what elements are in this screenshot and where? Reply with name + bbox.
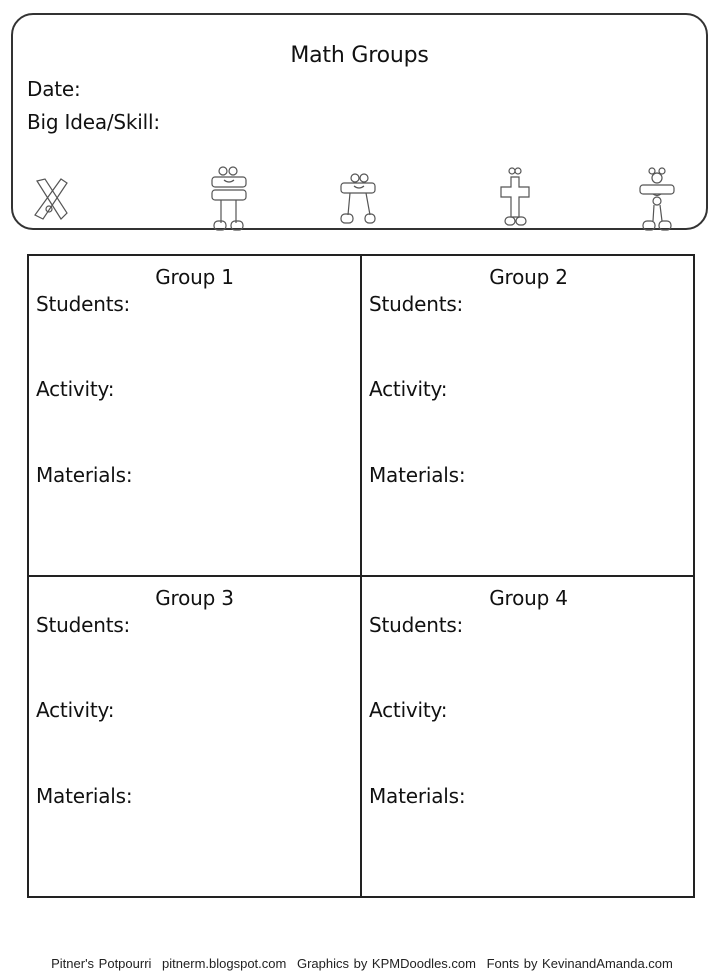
date-label: Date: xyxy=(27,77,81,101)
groups-grid xyxy=(27,254,695,898)
materials-label: Materials: xyxy=(36,463,133,487)
activity-label: Activity: xyxy=(36,377,115,401)
footer-graphics-credit: Graphics by KPMDoodles.com xyxy=(296,956,476,971)
page-title: Math Groups xyxy=(290,43,429,68)
group-title: Group 2 xyxy=(489,265,568,289)
multiplication-doodle-icon xyxy=(31,175,71,225)
big-idea-skill-label: Big Idea/Skill: xyxy=(27,110,160,134)
group-title: Group 3 xyxy=(155,586,234,610)
materials-label: Materials: xyxy=(369,784,466,808)
footer-blog-url: pitnerm.blogspot.com xyxy=(162,956,287,971)
students-label: Students: xyxy=(36,292,131,316)
activity-label: Activity: xyxy=(36,698,115,722)
activity-label: Activity: xyxy=(369,698,448,722)
group-title: Group 4 xyxy=(489,586,568,610)
division-doodle-icon xyxy=(637,167,677,233)
students-label: Students: xyxy=(369,292,464,316)
minus-doodle-icon xyxy=(338,173,378,233)
materials-label: Materials: xyxy=(369,463,466,487)
group-2-cell xyxy=(362,256,695,577)
footer-blog-name: Pitner's Potpourri xyxy=(51,956,152,971)
footer-fonts-credit: Fonts by KevinandAmanda.com xyxy=(486,956,673,971)
footer-credits xyxy=(0,956,724,971)
header-box xyxy=(11,13,708,230)
group-1-cell xyxy=(29,256,362,577)
students-label: Students: xyxy=(369,613,464,637)
group-4-cell xyxy=(362,577,695,898)
materials-label: Materials: xyxy=(36,784,133,808)
students-label: Students: xyxy=(36,613,131,637)
plus-doodle-icon xyxy=(497,167,533,233)
equals-doodle-icon xyxy=(209,165,249,235)
activity-label: Activity: xyxy=(369,377,448,401)
group-3-cell xyxy=(29,577,362,898)
group-title: Group 1 xyxy=(155,265,234,289)
